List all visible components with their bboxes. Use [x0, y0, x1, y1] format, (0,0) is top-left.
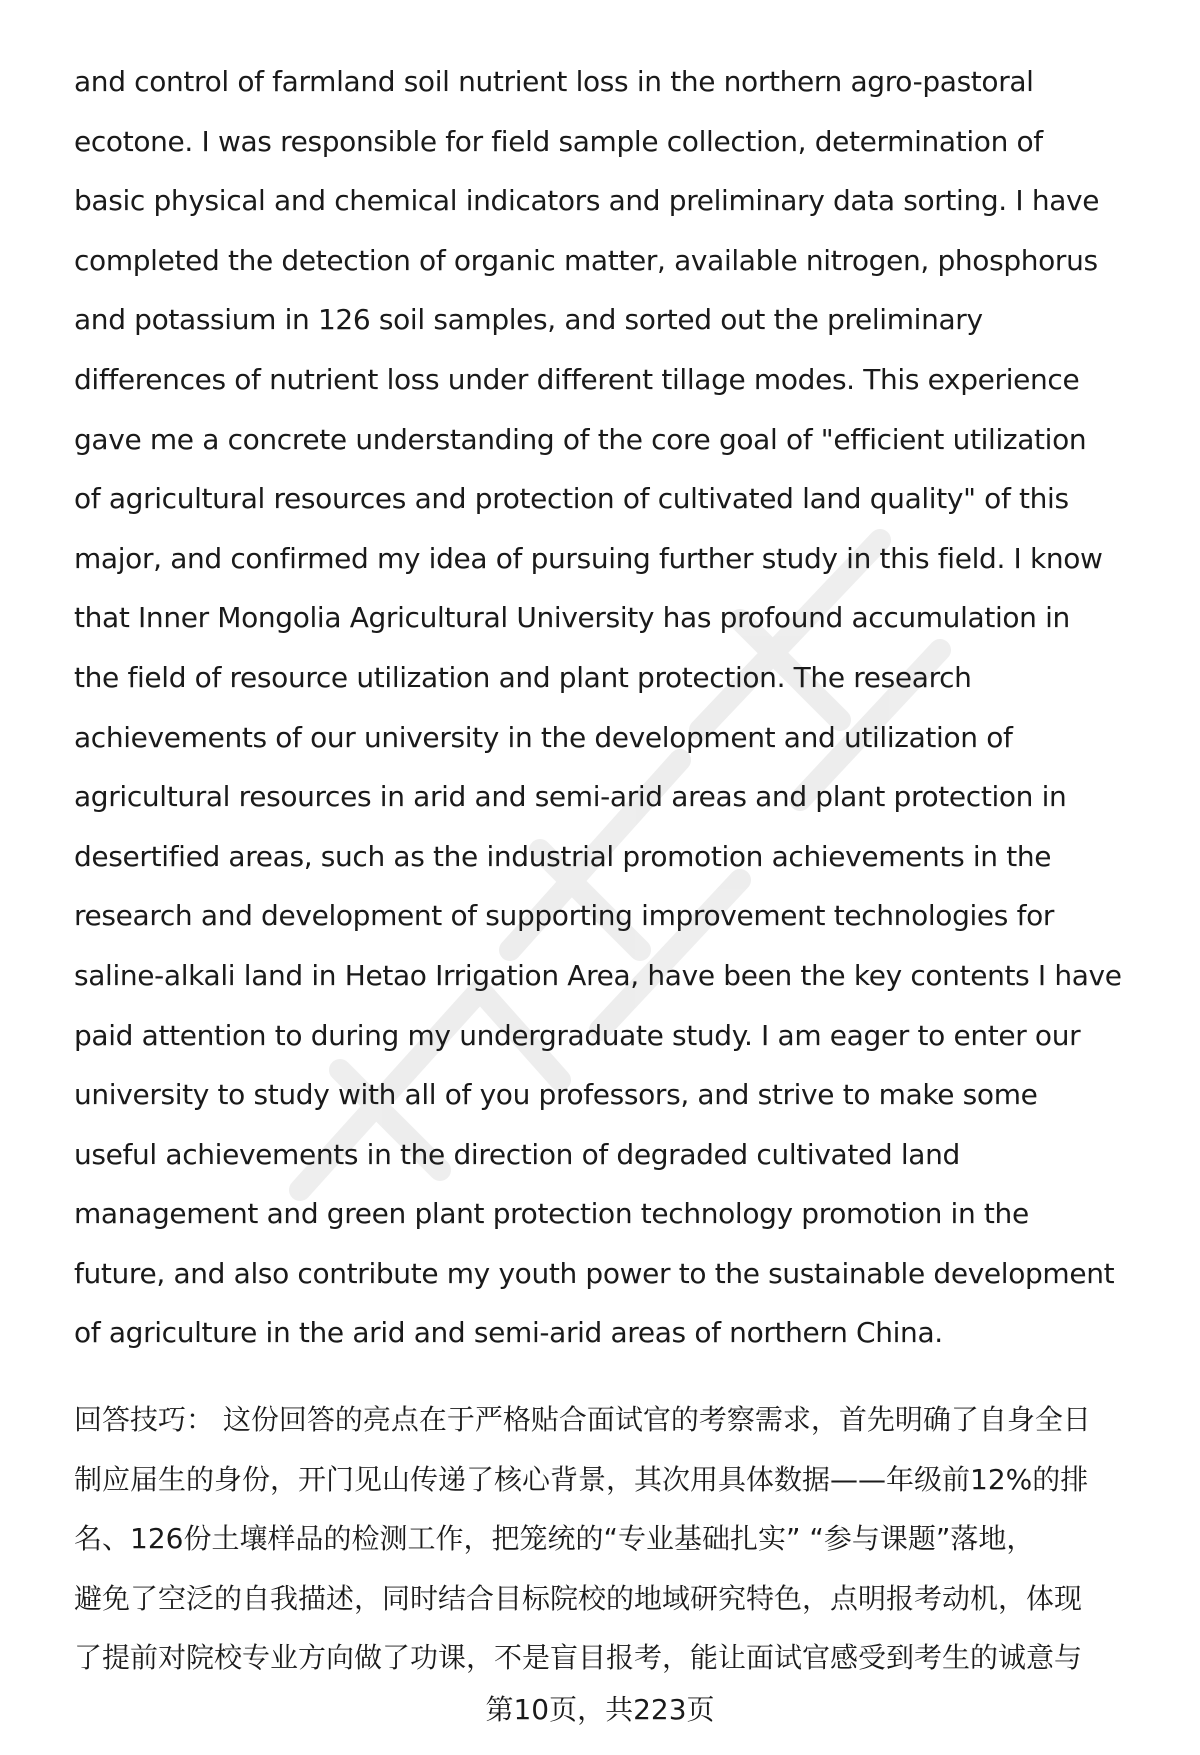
- text-line: paid attention to during my undergraduate study. I am eager to enter our: [74, 1018, 1081, 1052]
- english-paragraph: [74, 52, 1184, 1363]
- text-line: differences of nutrient loss under different tillage modes. This experience: [74, 362, 1080, 396]
- text-line: research and development of supporting improvement technologies for: [74, 899, 1055, 933]
- answer-tips-paragraph: [74, 1390, 1184, 1688]
- text-line: of agricultural resources and protection of cultivated land quality" of this: [74, 482, 1069, 516]
- text-line: gave me a concrete understanding of the core goal of "efficient utilization: [74, 422, 1087, 456]
- text-line: agricultural resources in arid and semi-arid areas and plant protection in: [74, 780, 1067, 814]
- text-line: basic physical and chemical indicators and preliminary data sorting. I have: [74, 184, 1100, 218]
- text-line: ecotone. I was responsible for field sample collection, determination of: [74, 124, 1043, 158]
- text-line: useful achievements in the direction of degraded cultivated land: [74, 1137, 960, 1171]
- tips-line: 制应届生的身份，开门见山传递了核心背景，其次用具体数据——年级前12%的排: [74, 1462, 1089, 1496]
- text-line: university to study with all of you professors, and strive to make some: [74, 1078, 1038, 1112]
- text-line: desertified areas, such as the industrial promotion achievements in the: [74, 839, 1052, 873]
- text-line: and potassium in 126 soil samples, and sorted out the preliminary: [74, 303, 983, 337]
- text-line: saline-alkali land in Hetao Irrigation Area, have been the key contents I have: [74, 958, 1122, 992]
- text-line: that Inner Mongolia Agricultural University has profound accumulation in: [74, 601, 1070, 635]
- tips-line: 避免了空泛的自我描述，同时结合目标院校的地域研究特色，点明报考动机，体现: [74, 1581, 1083, 1615]
- tips-line: 了提前对院校专业方向做了功课，不是盲目报考，能让面试官感受到考生的诚意与: [74, 1641, 1083, 1675]
- tips-line: 回答技巧： 这份回答的亮点在于严格贴合面试官的考察需求，首先明确了自身全日: [74, 1403, 1091, 1436]
- text-line: major, and confirmed my idea of pursuing further study in this field. I know: [74, 541, 1103, 575]
- text-line: of agriculture in the arid and semi-arid areas of northern China.: [74, 1316, 943, 1350]
- text-line: completed the detection of organic matter, available nitrogen, phosphorus: [74, 243, 1098, 277]
- text-line: achievements of our university in the development and utilization of: [74, 720, 1013, 754]
- tips-line: 名、126份土壤样品的检测工作，把笼统的“专业基础扎实” “参与课题”落地，: [74, 1522, 1035, 1556]
- text-line: future, and also contribute my youth power to the sustainable development: [74, 1256, 1115, 1290]
- text-line: management and green plant protection technology promotion in the: [74, 1197, 1029, 1231]
- page-number: 第10页，共223页: [485, 1693, 715, 1726]
- text-line: and control of farmland soil nutrient loss in the northern agro-pastoral: [74, 65, 1034, 98]
- text-line: the field of resource utilization and plant protection. The research: [74, 660, 972, 694]
